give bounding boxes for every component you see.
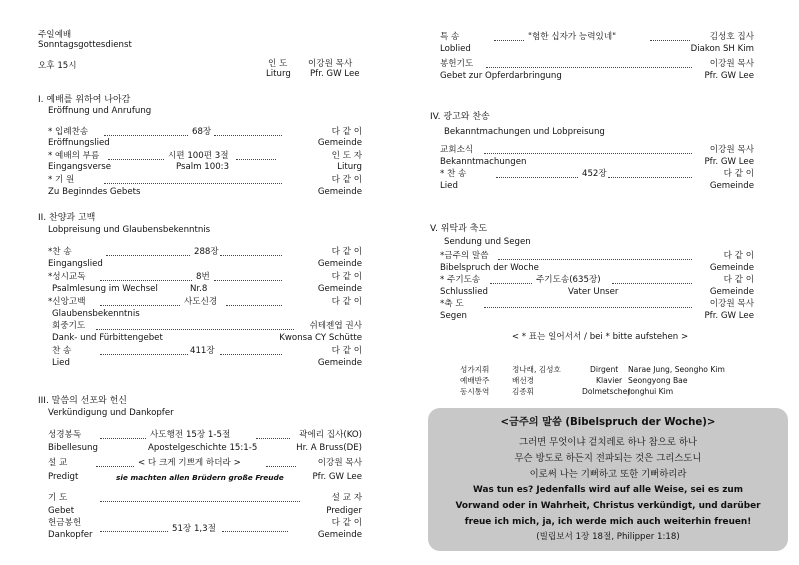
special-song-german: Loblied <box>440 44 471 54</box>
leader-dots <box>104 183 282 184</box>
item-performer-german: Pfr. GW Lee <box>704 311 754 321</box>
item-performer-german: Gemeinde <box>317 358 362 368</box>
item-korean: 설 교 <box>48 458 68 468</box>
item-korean: 기 도 <box>48 493 68 503</box>
credit-role-german: Dirgent <box>590 365 619 374</box>
credit-names-korean: 정나래, 김성호 <box>512 365 561 374</box>
item-performer-korean: 다 같 이 <box>331 297 362 307</box>
item-value-german: Apostelgeschichte 15:1-5 <box>148 443 258 453</box>
leader-label-german: Liturg <box>266 69 291 79</box>
standing-note: < * 표는 일어서서 / bei * bitte aufstehen > <box>511 332 689 342</box>
section-title-korean: II. 찬양과 고백 <box>38 213 96 223</box>
item-german: Glaubensbekenntnis <box>52 309 140 319</box>
credit-names-german: Jonghui Kim <box>628 387 674 396</box>
leader-dots <box>220 255 282 256</box>
item-value: 사도신경 <box>184 297 218 307</box>
leader-dots <box>100 501 300 502</box>
item-performer-korean: 다 같 이 <box>331 518 362 528</box>
item-korean: * 찬 송 <box>440 169 467 179</box>
leader-dots <box>484 153 692 154</box>
leader-dots <box>214 280 282 281</box>
item-korean: * 예배의 부름 <box>48 151 100 161</box>
special-song-korean: 특 송 <box>440 32 460 42</box>
item-value-german: Nr.8 <box>190 284 208 294</box>
item-value-german: Vater Unser <box>568 287 619 297</box>
leader-dots <box>96 329 294 330</box>
item-performer-german: Hr. A Bruss(DE) <box>296 443 362 453</box>
leader-dots <box>484 307 692 308</box>
special-song-performer-korean: 김성호 집사 <box>709 32 754 42</box>
title-german: Sonntagsgottesdienst <box>38 40 132 50</box>
item-german: Bibellesung <box>48 443 98 453</box>
item-performer-korean: 다 같 이 <box>723 169 754 179</box>
item-german: Dankopfer <box>48 530 93 540</box>
leader-dots <box>236 159 276 160</box>
item-korean: *축 도 <box>440 299 464 309</box>
leader-dots <box>96 466 134 467</box>
item-performer-korean: 다 같 이 <box>331 346 362 356</box>
credit-role-korean: 동시통역 <box>460 387 490 396</box>
offering-prayer-performer-german: Pfr. GW Lee <box>704 71 754 81</box>
item-german: Lied <box>440 181 458 191</box>
item-german: Dank- und Fürbittengebet <box>52 333 163 343</box>
leader-dots <box>100 280 192 281</box>
leader-dots <box>100 354 188 355</box>
section-title-korean: III. 말씀의 선포와 헌신 <box>38 396 127 406</box>
item-performer-korean: 인 도 자 <box>331 151 362 161</box>
item-value: 주기도송(635장) <box>536 275 601 285</box>
leader-dots <box>222 531 288 532</box>
item-performer-german: Gemeinde <box>317 284 362 294</box>
bible-verse-heading: <금주의 말씀 (Bibelspruch der Woche)> <box>500 417 716 428</box>
item-performer-korean: 이강원 목사 <box>709 299 754 309</box>
credit-names-korean: 배선경 <box>512 376 535 385</box>
item-performer-german: Gemeinde <box>317 138 362 148</box>
item-value: 288장 <box>194 247 219 257</box>
pastor-name-korean: 이강원 목사 <box>308 59 353 69</box>
item-performer-korean: 다 같 이 <box>331 127 362 137</box>
bible-verse-line: Vorwand oder in Wahrheit, Christus verkündigt, und darüber <box>455 501 761 511</box>
item-performer-german: Gemeinde <box>709 181 754 191</box>
credit-names-german: Seongyong Bae <box>628 376 688 385</box>
section-title-german: Lobpreisung und Glaubensbekenntnis <box>48 225 211 235</box>
offering-prayer-korean: 봉헌기도 <box>440 59 474 69</box>
item-value: 411장 <box>190 346 215 356</box>
item-german: Zu Beginndes Gebets <box>48 187 141 197</box>
item-value: 8번 <box>196 272 210 282</box>
sermon-title-german: sie machten allen Brüdern große Freude <box>116 473 284 482</box>
item-korean: *금주의 말씀 <box>440 251 489 261</box>
leader-dots <box>108 159 164 160</box>
item-german: Eingangsverse <box>48 162 112 172</box>
item-performer-korean: 다 같 이 <box>723 251 754 261</box>
credit-role-korean: 예배반주 <box>460 376 490 385</box>
item-korean: 회중기도 <box>52 321 86 331</box>
item-korean: *성시교독 <box>48 272 86 282</box>
leader-dots <box>100 531 168 532</box>
item-performer-german: Gemeinde <box>317 530 362 540</box>
item-korean: 교회소식 <box>440 145 474 155</box>
service-time: 오후 15시 <box>38 61 77 71</box>
bible-verse-line: freue ich mich, ja, ich werde mich auch weiterhin freuen! <box>464 517 752 527</box>
leader-dots <box>226 305 282 306</box>
item-value: 사도행전 15장 1-5절 <box>150 430 231 440</box>
title-korean: 주일예배 <box>38 30 72 40</box>
item-value: 시편 100편 3절 <box>168 151 229 161</box>
item-performer-german: Gemeinde <box>709 287 754 297</box>
pastor-name-german: Pfr. GW Lee <box>310 69 360 79</box>
bible-verse-line: Was tun es? Jedenfalls wird auf alle Weise, sei es zum <box>472 485 743 495</box>
item-performer-korean: 이강원 목사 <box>317 458 362 468</box>
section-title-german: Sendung und Segen <box>444 237 531 247</box>
item-german: Eingangslied <box>48 259 103 269</box>
item-german: Predigt <box>48 472 79 482</box>
credit-role-korean: 성가지휘 <box>460 365 490 374</box>
leader-dots <box>486 67 692 68</box>
bible-verse-box <box>428 408 788 551</box>
item-performer-korean: 다 같 이 <box>723 275 754 285</box>
leader-dots <box>220 354 282 355</box>
bible-verse-reference: (빌립보서 1장 18절, Philipper 1:18) <box>536 532 680 542</box>
bible-verse-line: 이로써 나는 기뻐하고 또한 기뻐하리라 <box>529 469 687 480</box>
section-title-german: Bekanntmachungen und Lobpreisung <box>444 127 605 137</box>
leader-dots <box>266 466 296 467</box>
item-performer-korean: 설 교 자 <box>331 493 362 503</box>
offering-prayer-german: Gebet zur Opferdarbringung <box>440 71 562 81</box>
item-korean: 성경봉독 <box>48 430 82 440</box>
item-korean: * 기 원 <box>48 175 75 185</box>
item-german: Eröffnungslied <box>48 138 110 148</box>
item-german: Schlusslied <box>440 287 488 297</box>
item-performer-german: Gemeinde <box>709 263 754 273</box>
item-german: Psalmlesung im Wechsel <box>52 284 158 294</box>
item-performer-korean: 다 같 이 <box>331 272 362 282</box>
leader-dots <box>100 438 146 439</box>
leader-dots <box>496 177 578 178</box>
item-value: 68장 <box>192 127 212 137</box>
section-title-korean: IV. 광고와 찬송 <box>430 112 490 122</box>
bible-verse-line: 그러면 무엇이냐 겉치레로 하나 참으로 하나 <box>519 437 697 448</box>
item-german: Segen <box>440 311 467 321</box>
item-performer-german: Gemeinde <box>317 187 362 197</box>
item-performer-german: Gemeinde <box>317 259 362 269</box>
leader-dots <box>256 438 290 439</box>
item-german: Bibelspruch der Woche <box>440 263 539 273</box>
section-title-german: Eröffnung und Anrufung <box>48 106 152 116</box>
item-performer-korean: 다 같 이 <box>331 175 362 185</box>
item-german: Gebet <box>48 506 75 516</box>
item-german: Bekanntmachungen <box>440 157 527 167</box>
item-performer-german: Pfr. GW Lee <box>312 472 362 482</box>
leader-dots <box>490 283 532 284</box>
credit-role-german: Klavier <box>596 376 623 385</box>
item-performer-german: Prediger <box>326 506 362 516</box>
item-korean: 찬 송 <box>52 346 72 356</box>
special-song-performer-german: Diakon SH Kim <box>690 44 754 54</box>
credit-role-german: Dolmetscher <box>582 387 631 396</box>
item-korean: *신앙고백 <box>48 297 86 307</box>
special-song-title: "험한 십자가 능력있네" <box>528 32 617 42</box>
leader-dots <box>104 135 188 136</box>
item-value: 51장 1,3절 <box>172 524 216 534</box>
credit-names-german: Narae Jung, Seongho Kim <box>628 365 725 374</box>
item-performer-korean: 다 같 이 <box>331 247 362 257</box>
item-value: 452장 <box>582 169 607 179</box>
leader-dots <box>100 305 180 306</box>
leader-label-korean: 인 도 <box>268 59 288 69</box>
item-performer-german: Pfr. GW Lee <box>704 157 754 167</box>
offering-prayer-performer-korean: 이강원 목사 <box>709 59 754 69</box>
leader-dots <box>498 259 692 260</box>
item-performer-korean: 이강원 목사 <box>709 145 754 155</box>
leader-dots <box>106 255 190 256</box>
section-title-korean: I. 예배를 위하여 나아감 <box>38 95 131 105</box>
item-performer-korean: 곽에리 집사(KO) <box>299 430 362 440</box>
item-korean: * 입례찬송 <box>48 127 89 137</box>
item-korean: 헌금봉헌 <box>48 518 82 528</box>
item-value-german: Psalm 100:3 <box>176 162 230 172</box>
leader-dots <box>214 135 282 136</box>
item-korean: *찬 송 <box>48 247 72 257</box>
item-german: Lied <box>52 358 70 368</box>
bible-verse-line: 무슨 방도로 하든지 전파되는 것은 그리스도니 <box>514 453 702 464</box>
item-korean: * 주기도송 <box>440 275 481 285</box>
credit-names-korean: 김종휘 <box>512 387 535 396</box>
section-title-korean: V. 위탁과 축도 <box>430 224 488 234</box>
section-title-german: Verkündigung und Dankopfer <box>48 408 174 418</box>
item-performer-german: Kwonsa CY Schütte <box>279 333 362 343</box>
item-performer-german: Liturg <box>337 162 362 172</box>
item-value: < 다 크게 기쁘게 하더라 > <box>138 458 241 468</box>
item-performer-korean: 쉬테젠엽 권사 <box>309 321 362 331</box>
leader-dots <box>494 40 524 41</box>
